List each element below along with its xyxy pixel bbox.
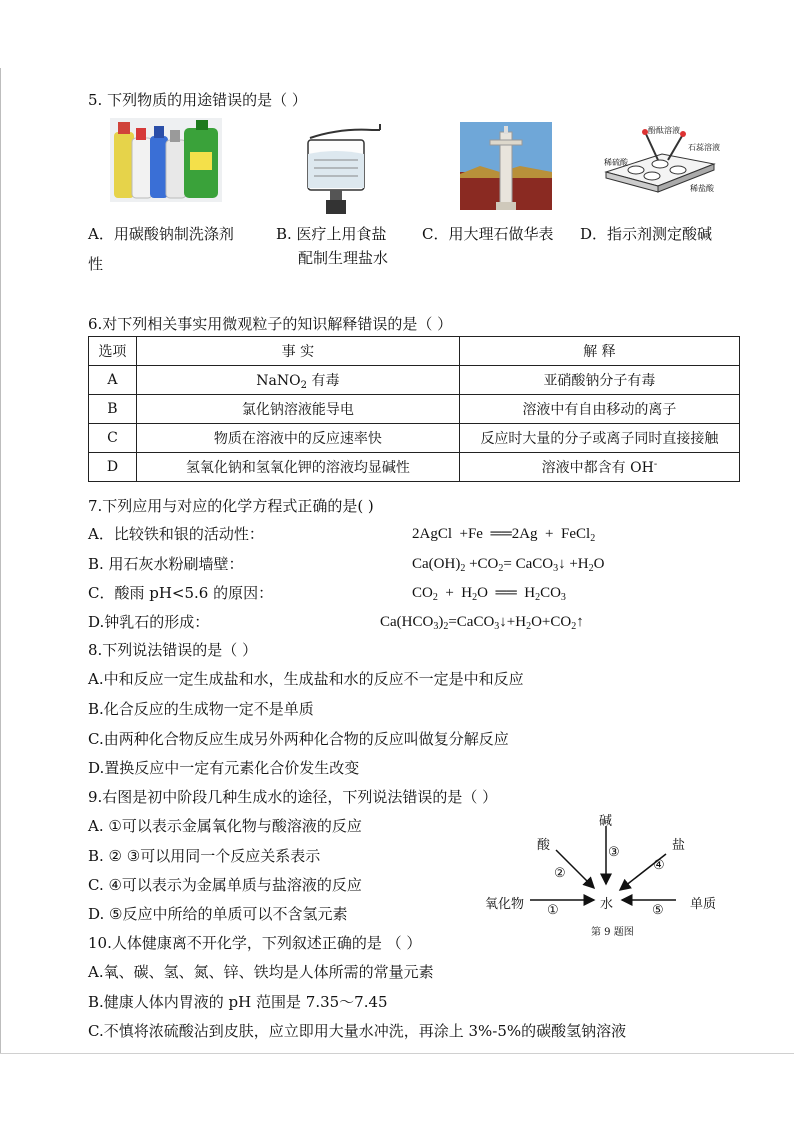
q7-stem: 7.下列应用与对应的化学方程式正确的是( )	[88, 497, 374, 515]
row-fact: 氯化钠溶液能导电	[136, 395, 459, 424]
diagram-number-3: ③	[608, 845, 620, 860]
diagram-number-1: ①	[547, 903, 559, 918]
label-litmus: 石蕊溶液	[688, 143, 720, 152]
q7-option-b: B. 用石灰水粉刷墙壁：	[88, 555, 244, 573]
q5-stem: 5. 下列物质的用途错误的是（ ）	[88, 91, 307, 109]
q10-option-c: C.不慎将浓硫酸沾到皮肤，应立即用大量水冲洗，再涂上 3%-5%的碳酸氢钠溶液	[88, 1022, 627, 1040]
q7-option-c: C．酸雨 pH<5.6 的原因：	[88, 584, 274, 602]
row-fact	[136, 366, 459, 395]
row-fact: 氢氧化钠和氢氧化钾的溶液均显碱性	[136, 453, 459, 482]
table-row	[89, 395, 740, 424]
fact-subscript: 2	[300, 380, 307, 391]
q7-equation-d: $Ca(HCO_3)_2=CaCO_3↓+H_2O+CO_2↑$	[380, 614, 584, 632]
diagram-number-2: ②	[554, 866, 566, 881]
diagram-caption: 第 9 题图	[591, 927, 634, 938]
q6-table	[88, 336, 740, 482]
table-row	[89, 453, 740, 482]
q5-option-a-line1: A．用碳酸钠制洗涤剂	[88, 225, 234, 243]
q5-option-b-line1: B. 医疗上用食盐	[276, 225, 387, 243]
row-explanation: 亚硝酸钠分子有毒	[459, 366, 739, 395]
hydroxide-charge: -	[653, 459, 658, 470]
q8-option-b: B.化合反应的生成物一定不是单质	[88, 700, 314, 718]
label-phenolphthalein: 酚酞溶液	[648, 126, 680, 135]
q7-equation-b: $Ca(OH)_2 +CO_2=$ CaCO$_3$↓ $+H_2O$	[412, 556, 605, 574]
q9-stem: 9.右图是初中阶段几种生成水的途径，下列说法错误的是（ ）	[88, 788, 498, 806]
row-option: D	[89, 453, 137, 482]
diagram-element-label: 单质	[690, 897, 717, 912]
diagram-base-label: 碱	[599, 814, 613, 829]
q5-option-d: D．指示剂测定酸碱	[580, 225, 713, 243]
q8-option-a: A.中和反应一定生成盐和水，生成盐和水的反应不一定是中和反应	[88, 670, 524, 688]
header-option: 选项	[89, 337, 137, 366]
detergent-bottles-svg	[110, 118, 222, 202]
q9-option-d: D. ⑤反应中所给的单质可以不含氢元素	[88, 905, 348, 923]
header-fact: 事 实	[136, 337, 459, 366]
diagram-oxide-label: 氧化物	[485, 897, 525, 912]
q7-equation-a: 2AgCl +Fe ══2Ag + FeCl$_2$	[412, 526, 596, 544]
q5-option-c: C．用大理石做华表	[422, 225, 554, 243]
table-row	[89, 424, 740, 453]
q7-option-d: D.钟乳石的形成：	[88, 613, 210, 631]
label-dilute-hydrochloric-acid: 稀盐酸	[690, 184, 714, 193]
q10-option-a: A.氧、碳、氢、氮、锌、铁均是人体所需的常量元素	[88, 963, 434, 981]
q6-stem: 6.对下列相关事实用微观粒子的知识解释错误的是（ ）	[88, 315, 453, 333]
q8-option-c: C.由两种化合物反应生成另外两种化合物的反应叫做复分解反应	[88, 730, 509, 748]
row-option: C	[89, 424, 137, 453]
q10-stem: 10.人体健康离不开化学，下列叙述正确的是 （ ）	[88, 934, 422, 952]
label-dilute-sulfuric-acid: 稀硫酸	[604, 158, 628, 167]
q10-option-b: B.健康人体内胃液的 pH 范围是 7.35～7.45	[88, 993, 388, 1011]
q9-option-c: C. ④可以表示为金属单质与盐溶液的反应	[88, 876, 362, 894]
table-row	[89, 366, 740, 395]
detergent-bottles-image	[110, 118, 222, 202]
header-explanation: 解 释	[459, 337, 739, 366]
q7-option-a: A．比较铁和银的活动性：	[88, 525, 264, 543]
saline-iv-bag-svg	[300, 124, 386, 218]
q8-option-d: D.置换反应中一定有元素化合价发生改变	[88, 759, 360, 777]
q7-equation-c: $CO_2 + H_2O$ ══ $H_2CO_3$	[412, 585, 566, 603]
diagram-number-4: ④	[653, 858, 665, 873]
row-explanation	[459, 453, 739, 482]
row-fact: 物质在溶液中的反应速率快	[136, 424, 459, 453]
q5-option-a-line2: 性	[88, 255, 104, 273]
q9-option-b: B. ② ③可以用同一个反应关系表示	[88, 847, 321, 865]
fact-text-post: 有毒	[307, 373, 340, 389]
row-option: B	[89, 395, 137, 424]
row-explanation: 溶液中有自由移动的离子	[459, 395, 739, 424]
table-header-row	[89, 337, 740, 366]
row-explanation: 反应时大量的分子或离子同时直接接触	[459, 424, 739, 453]
q5-option-b-line2: 配制生理盐水	[298, 249, 389, 267]
fact-text: NaNO	[256, 373, 301, 389]
saline-iv-bag-image	[300, 124, 386, 218]
q9-option-a: A. ①可以表示金属氧化物与酸溶液的反应	[88, 817, 362, 835]
diagram-water-label: 水	[600, 897, 614, 912]
diagram-acid-label: 酸	[537, 838, 551, 853]
explanation-text: 溶液中都含有 OH	[541, 460, 654, 476]
bottom-rule	[0, 1053, 794, 1054]
row-option: A	[89, 366, 137, 395]
diagram-salt-label: 盐	[672, 838, 686, 853]
marble-pillar-svg	[460, 122, 552, 210]
diagram-number-5: ⑤	[652, 903, 664, 918]
marble-pillar-image	[460, 122, 552, 210]
left-margin-rule	[0, 68, 1, 1053]
q8-stem: 8.下列说法错误的是（ ）	[88, 641, 258, 659]
